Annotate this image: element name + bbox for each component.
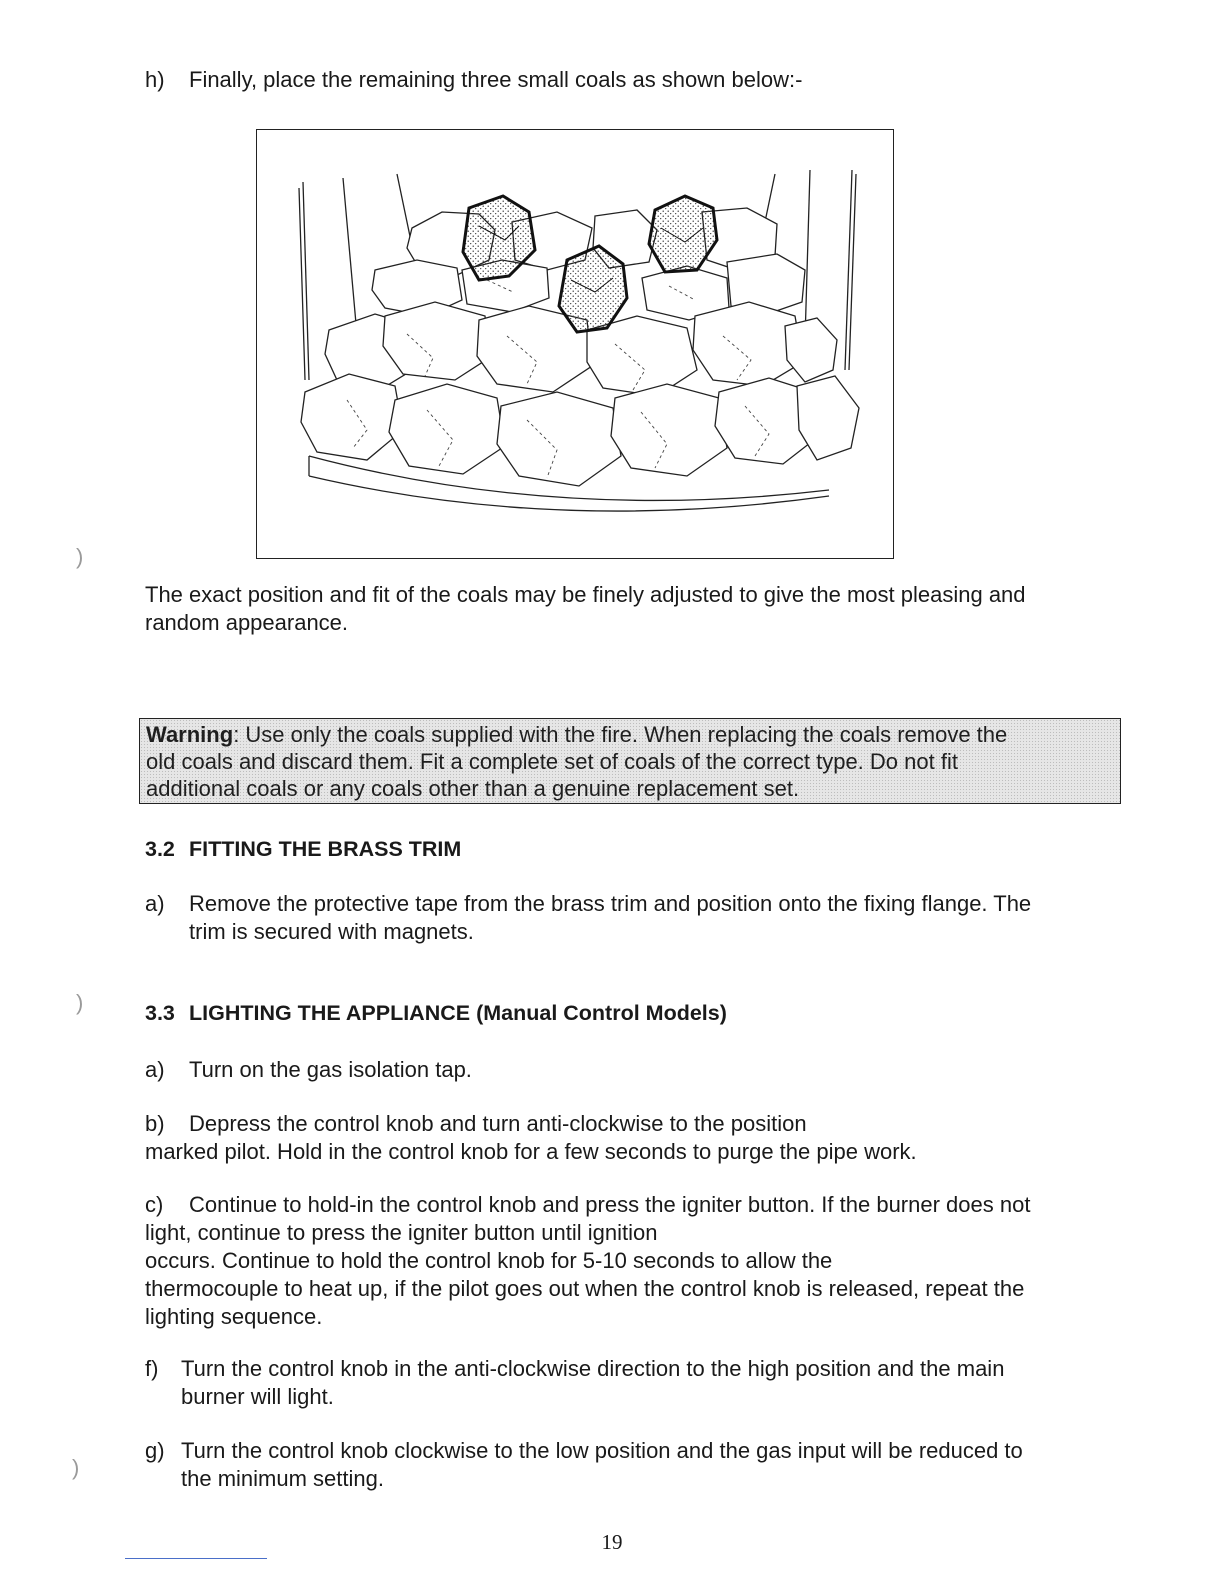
intro-paragraph <box>145 581 1026 637</box>
section-3-3-step-f: f) Turn the control knob in the anti-clockwise direction to the high position and the main burner will light. <box>145 1356 1005 1409</box>
section-3-3-heading <box>145 1001 727 1026</box>
step-h-label: h) <box>145 67 165 92</box>
section-3-3-title: LIGHTING THE APPLIANCE (Manual Control Models) <box>189 1001 727 1025</box>
section-3-3-step-a: a) Turn on the gas isolation tap. <box>145 1057 472 1082</box>
page-number: 19 <box>601 1530 623 1554</box>
footer-rule <box>125 1558 267 1559</box>
section-3-3-number: 3.3 <box>145 1001 175 1025</box>
section-3-2-title: FITTING THE BRASS TRIM <box>189 837 462 861</box>
warning-box <box>139 718 1121 804</box>
step-h-text: Finally, place the remaining three small coals as shown below:- <box>189 67 803 92</box>
binder-hole-mark: ) <box>76 544 84 569</box>
warning-line-3: additional coals or any coals other than a genuine replacement set. <box>146 776 800 801</box>
section-3-2-number: 3.2 <box>145 837 175 861</box>
warning-line-2: old coals and discard them. Fit a complete set of coals of the correct type. Do not fit <box>146 749 958 774</box>
section-3-2-heading <box>145 837 461 862</box>
binder-hole-mark: ) <box>76 990 84 1015</box>
section-3-3-step-g: g) Turn the control knob clockwise to the low position and the gas input will be reduced to the minimum setting. <box>145 1438 1023 1491</box>
warning-label: Warning <box>146 722 234 747</box>
binder-hole-mark: ) <box>72 1455 80 1480</box>
warning-line-1: Warning: Use only the coals supplied with the fire. When replacing the coals remove the <box>146 722 1008 747</box>
section-3-3-step-b: b) Depress the control knob and turn anti-clockwise to the position marked pilot. Hold in the control knob for a few seconds to purge the pipe work. <box>145 1111 917 1164</box>
step-h <box>145 66 802 94</box>
coal-bed-illustration <box>257 130 892 557</box>
section-3-2-step-a: a) Remove the protective tape from the brass trim and position onto the fixing flange. The trim is secured with magnets. <box>145 891 1032 944</box>
small-coal-3 <box>559 246 627 332</box>
intro-line-1: The exact position and fit of the coals may be finely adjusted to give the most pleasing and <box>145 582 1026 607</box>
intro-line-2: random appearance. <box>145 610 349 635</box>
section-3-3-step-c: c) Continue to hold-in the control knob and press the igniter button. If the burner does not light, continue to press the igniter button until ignition occurs. Continue to hold the control knob for 5-10 seconds to allow the thermocouple to heat up, if the pilot goes out when the control knob is released, repeat the lighting sequence. <box>145 1192 1031 1329</box>
coal-arrangement-figure <box>256 129 894 559</box>
